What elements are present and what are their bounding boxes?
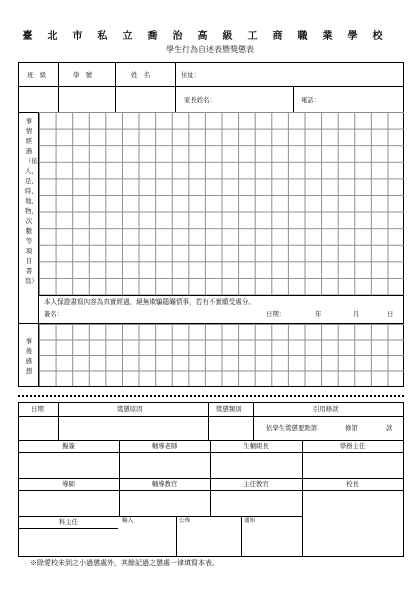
- footnote: ※除愛校未到之小過懲處外，其餘記過之懲處一律填寫本表。: [30, 559, 219, 567]
- narrative-writing-grid: [39, 112, 404, 295]
- date-label: 日期：: [266, 310, 286, 318]
- sig-header-student-affairs-director: 學務主任: [339, 442, 366, 450]
- clause-sub: 款: [386, 424, 393, 432]
- signature-label: 簽名：: [44, 310, 64, 318]
- student-no-label: 學 號: [73, 71, 93, 79]
- form-title: 學生行為自述表暨獎懲表: [166, 45, 254, 54]
- reflection-side-label: 事後感想: [25, 337, 33, 375]
- sig-header-guidance-officer: 輔導教官: [151, 480, 178, 488]
- department-head-label: 科主任: [58, 518, 79, 526]
- date-column-label: 日期: [31, 405, 44, 413]
- cut-line: [18, 395, 404, 399]
- parent-name-label: 家長姓名：: [184, 96, 216, 104]
- sig-header-counselor: 輔導老師: [151, 442, 178, 450]
- phone-label: 電話：: [301, 96, 321, 104]
- clause-column-label: 引用條款: [313, 405, 339, 413]
- address-label: 住址：: [181, 71, 201, 79]
- reflection-writing-grid: [39, 324, 404, 386]
- school-name: 臺北市私立喬治高級工商職業學校: [22, 31, 398, 42]
- publish-label: 公佈: [179, 518, 191, 524]
- month-label: 月: [353, 310, 360, 318]
- class-label: 班 級: [27, 71, 47, 79]
- sig-header-chief-officer: 主任教官: [243, 480, 269, 488]
- narrative-side-label: 事情經過（依人、是、時、地、物、次數等項目書寫）: [25, 117, 38, 285]
- category-column-label: 獎懲類別: [216, 405, 242, 413]
- reason-column-label: 獎懲原因: [117, 405, 143, 413]
- sig-header-discipline-leader: 生輔組長: [243, 442, 269, 450]
- sig-header-principal: 校長: [346, 480, 359, 488]
- sig-header-draft: 擬簽: [62, 442, 75, 450]
- pledge-text: 本人保證書寫內容為真實經過，絕無欺騙隱瞞情事，若有不實願受處分。: [44, 298, 255, 306]
- year-label: 年: [315, 310, 322, 318]
- clause-text: 依學生獎懲要點第: [266, 424, 318, 432]
- input-label: 輸入: [122, 518, 134, 524]
- sig-header-homeroom-teacher: 導師: [62, 480, 75, 488]
- clause-item: 條第: [345, 424, 358, 432]
- notify-label: 通知: [244, 518, 256, 524]
- day-label: 日: [387, 310, 394, 318]
- name-label: 姓 名: [131, 71, 151, 79]
